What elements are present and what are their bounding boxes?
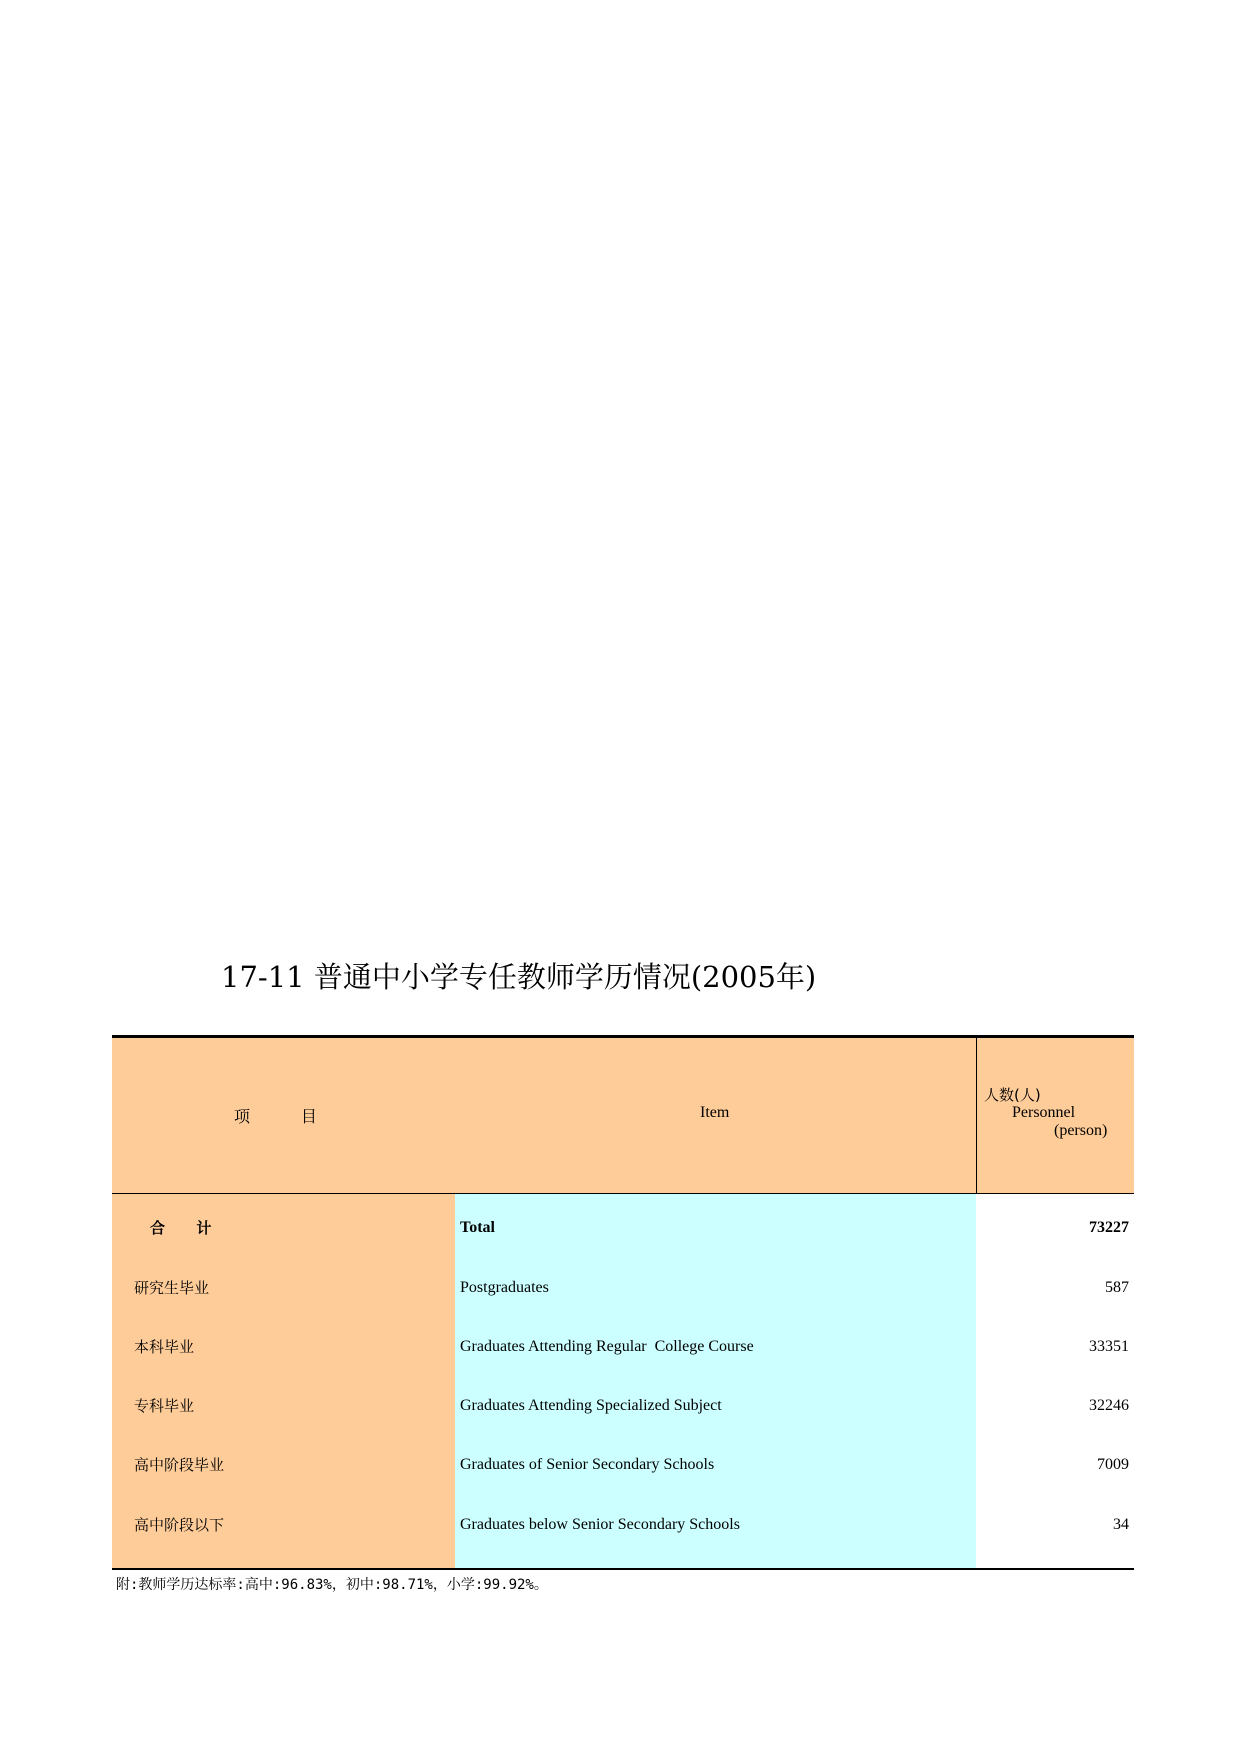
row-label-cn: 高中阶段以下 bbox=[134, 1516, 225, 1534]
table-body bbox=[112, 1194, 1134, 1568]
row-value: 7009 bbox=[1097, 1456, 1129, 1473]
table-row bbox=[112, 1376, 1134, 1436]
header-item-en: Item bbox=[700, 1104, 730, 1121]
row-value: 587 bbox=[1105, 1279, 1129, 1296]
row-label-cn: 研究生毕业 bbox=[134, 1279, 210, 1297]
row-label-en: Postgraduates bbox=[460, 1279, 549, 1296]
row-label-en: Graduates below Senior Secondary Schools bbox=[460, 1516, 740, 1533]
header-personnel bbox=[984, 1086, 1107, 1140]
row-label-en: Graduates of Senior Secondary Schools bbox=[460, 1456, 715, 1473]
row-value: 34 bbox=[1113, 1516, 1129, 1533]
header-personnel-unit: (person) bbox=[1054, 1122, 1108, 1139]
header-item-cn: 项 目 bbox=[234, 1107, 317, 1126]
header-personnel-en: Personnel bbox=[1012, 1104, 1076, 1121]
table-row-total bbox=[112, 1198, 1134, 1258]
row-label-en: Total bbox=[460, 1219, 495, 1236]
row-label-cn: 本科毕业 bbox=[134, 1338, 195, 1356]
row-label-en: Graduates Attending Regular College Course bbox=[460, 1338, 754, 1355]
row-label-cn: 高中阶段毕业 bbox=[134, 1456, 225, 1474]
table-row bbox=[112, 1317, 1134, 1377]
row-value: 33351 bbox=[1089, 1338, 1129, 1355]
row-label-en: Graduates Attending Specialized Subject bbox=[460, 1397, 722, 1414]
row-label-cn: 专科毕业 bbox=[134, 1397, 195, 1415]
table-row bbox=[112, 1258, 1134, 1318]
table-header bbox=[112, 1038, 1134, 1194]
footnote: 附:教师学历达标率:高中:96.83%，初中:98.71%，小学:99.92%。 bbox=[116, 1577, 548, 1593]
row-value: 73227 bbox=[1089, 1219, 1129, 1236]
row-value: 32246 bbox=[1089, 1397, 1129, 1414]
table-row bbox=[112, 1435, 1134, 1495]
row-label-cn: 合 计 bbox=[150, 1219, 212, 1237]
header-personnel-cn: 人数(人) bbox=[984, 1086, 1041, 1104]
table-row bbox=[112, 1495, 1134, 1555]
page-title: 17-11 普通中小学专任教师学历情况(2005年) bbox=[221, 960, 817, 994]
header-divider bbox=[976, 1038, 977, 1193]
table-bottom-rule bbox=[112, 1568, 1134, 1570]
